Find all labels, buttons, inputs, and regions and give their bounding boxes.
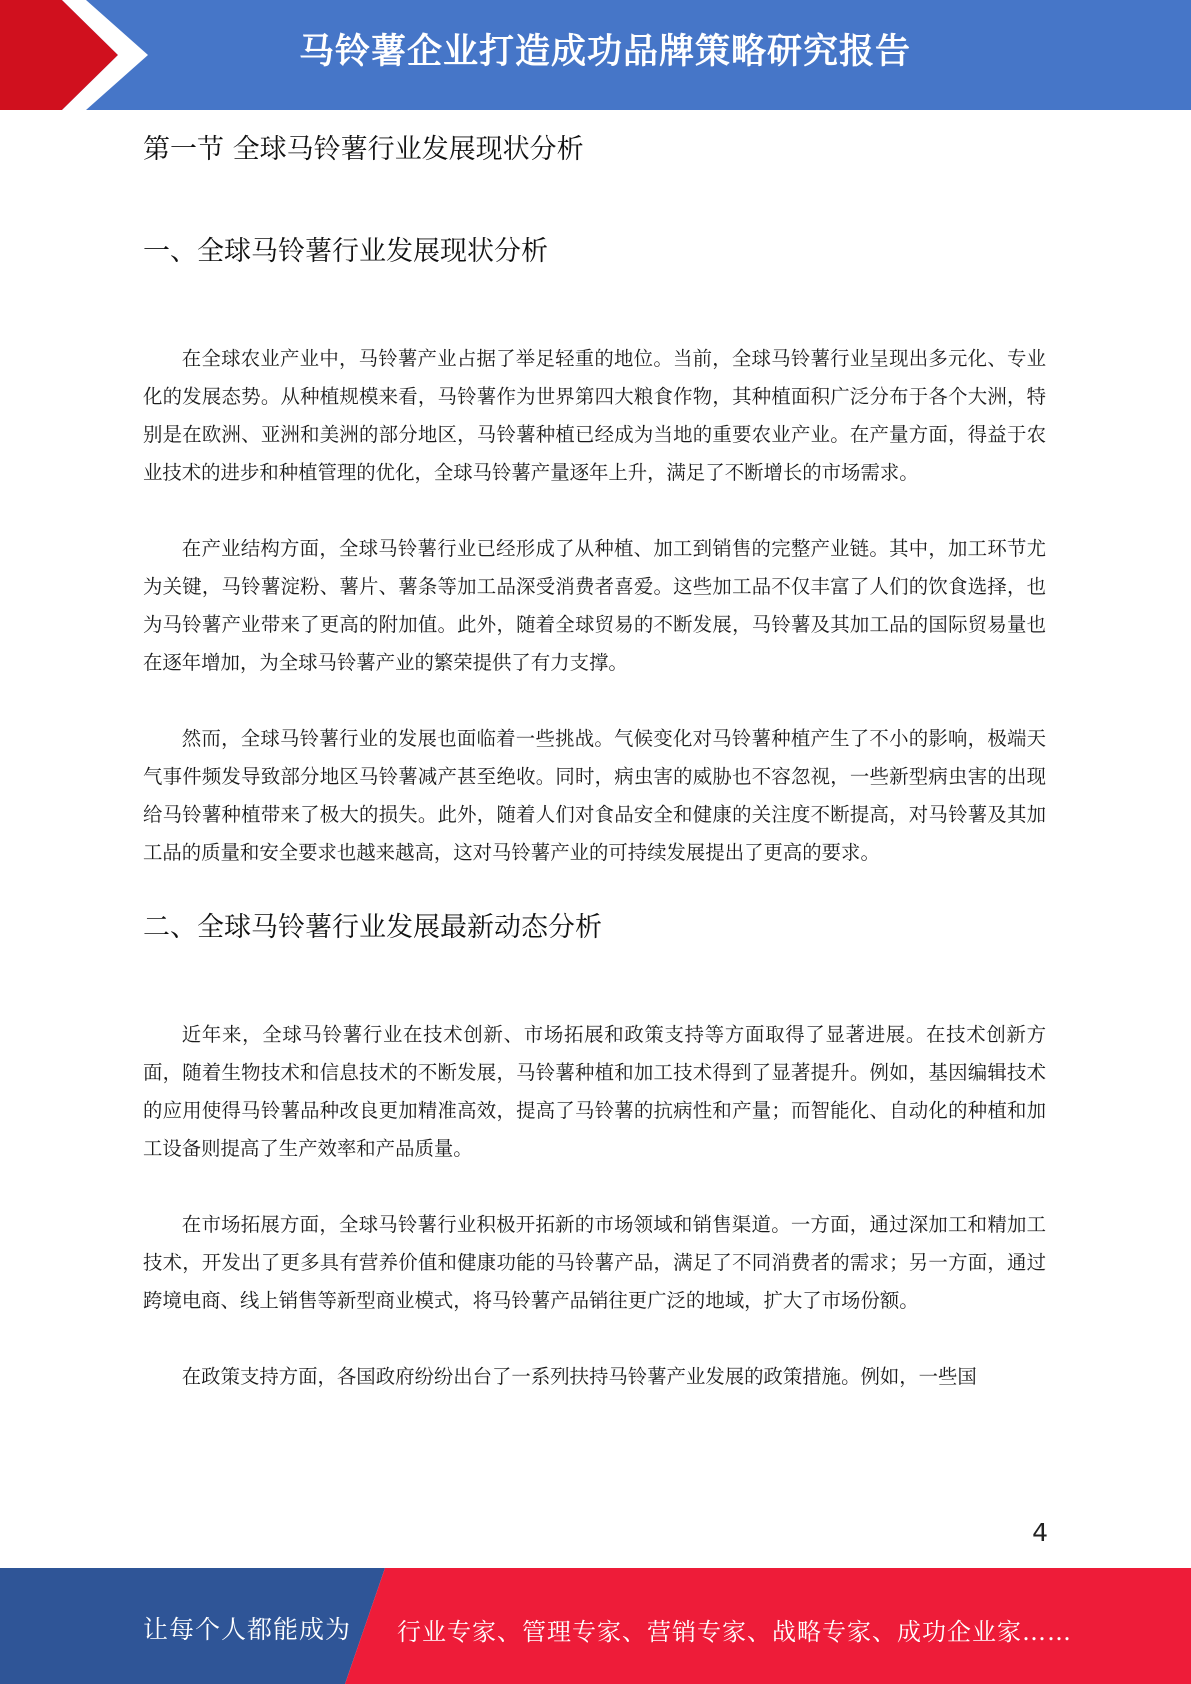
page-number: 4 [1032, 1518, 1048, 1547]
paragraph: 在全球农业产业中，马铃薯产业占据了举足轻重的地位。当前，全球马铃薯行业呈现出多元化、专业化的发展态势。从种植规模来看，马铃薯作为世界第四大粮食作物，其种植面积广泛分布于各个大洲，特别是在欧洲、亚洲和美洲的部分地区，马铃薯种植已经成为当地的重要农业产业。在产量方面，得益于农业技术的进步和种植管理的优化，全球马铃薯产量逐年上升，满足了不断增长的市场需求。 [143, 347, 1046, 484]
subsection-title-2: 二、全球马铃薯行业发展最新动态分析 [143, 912, 602, 943]
section-title: 第一节 全球马铃薯行业发展现状分析 [143, 134, 584, 165]
paragraph: 在产业结构方面，全球马铃薯行业已经形成了从种植、加工到销售的完整产业链。其中，加工环节尤为关键，马铃薯淀粉、薯片、薯条等加工品深受消费者喜爱。这些加工品不仅丰富了人们的饮食选择，也为马铃薯产业带来了更高的附加值。此外，随着全球贸易的不断发展，马铃薯及其加工品的国际贸易量也在逐年增加，为全球马铃薯产业的繁荣提供了有力支撑。 [143, 537, 1046, 674]
subsection-title-1: 一、全球马铃薯行业发展现状分析 [143, 236, 548, 267]
header-red-arrow-decoration [0, 0, 150, 110]
footer-slogan-right: 行业专家、管理专家、营销专家、战略专家、成功企业家…… [397, 1618, 1072, 1646]
report-title: 马铃薯企业打造成功品牌策略研究报告 [298, 32, 911, 72]
header-banner [0, 0, 1191, 110]
paragraph: 近年来，全球马铃薯行业在技术创新、市场拓展和政策支持等方面取得了显著进展。在技术创新方面，随着生物技术和信息技术的不断发展，马铃薯种植和加工技术得到了显著提升。例如，基因编辑技术的应用使得马铃薯品种改良更加精准高效，提高了马铃薯的抗病性和产量；而智能化、自动化的种植和加工设备则提高了生产效率和产品质量。 [143, 1023, 1046, 1160]
paragraph: 然而，全球马铃薯行业的发展也面临着一些挑战。气候变化对马铃薯种植产生了不小的影响，极端天气事件频发导致部分地区马铃薯减产甚至绝收。同时，病虫害的威胁也不容忽视，一些新型病虫害的出现给马铃薯种植带来了极大的损失。此外，随着人们对食品安全和健康的关注度不断提高，对马铃薯及其加工品的质量和安全要求也越来越高，这对马铃薯产业的可持续发展提出了更高的要求。 [143, 727, 1046, 864]
footer-slogan-left: 让每个人都能成为 [143, 1615, 352, 1644]
page-content [143, 128, 1046, 1396]
paragraph: 在政策支持方面，各国政府纷纷出台了一系列扶持马铃薯产业发展的政策措施。例如，一些国 [181, 1365, 977, 1388]
paragraph: 在市场拓展方面，全球马铃薯行业积极开拓新的市场领域和销售渠道。一方面，通过深加工和精加工技术，开发出了更多具有营养价值和健康功能的马铃薯产品，满足了不同消费者的需求；另一方面，通过跨境电商、线上销售等新型商业模式，将马铃薯产品销往更广泛的地域，扩大了市场份额。 [143, 1213, 1046, 1312]
